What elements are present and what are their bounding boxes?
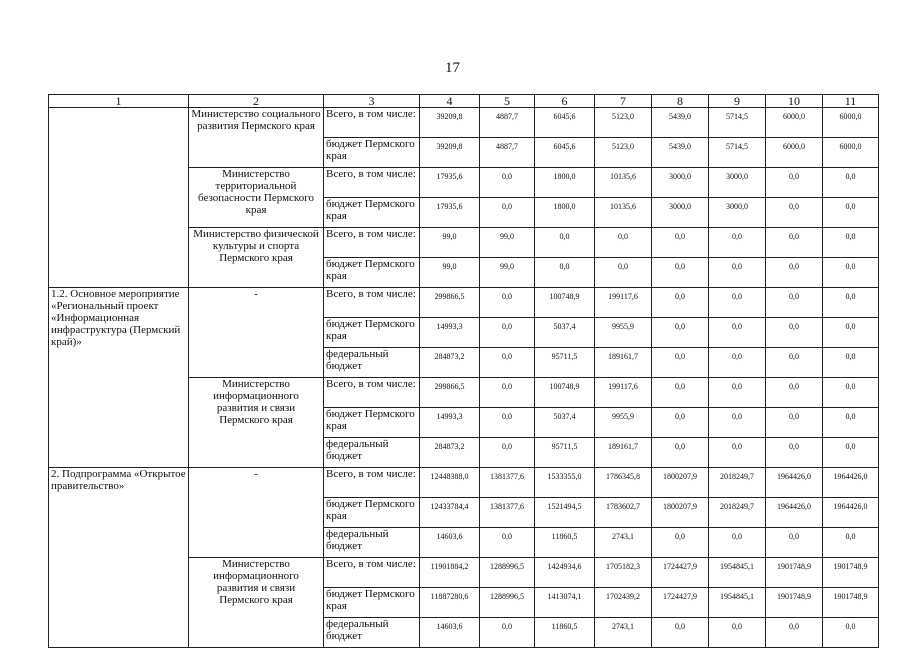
amount-cell: 0,0	[823, 528, 879, 558]
amount-cell: 0,0	[595, 258, 652, 288]
amount-cell: 0,0	[766, 228, 823, 258]
funding-source-cell: Всего, в том числе:	[324, 108, 420, 138]
amount-cell: 0,0	[766, 408, 823, 438]
amount-cell: 4887,7	[480, 108, 535, 138]
amount-cell: 0,0	[709, 228, 766, 258]
amount-cell: 0,0	[823, 408, 879, 438]
executor-cell: Министерство информационного развития и связи Пермского края	[189, 558, 324, 648]
amount-cell: 1705182,3	[595, 558, 652, 588]
amount-cell: 11887280,6	[420, 588, 480, 618]
amount-cell: 1724427,9	[652, 558, 709, 588]
header-cell: 5	[480, 95, 535, 108]
amount-cell: 0,0	[766, 618, 823, 648]
table-row	[49, 288, 879, 318]
amount-cell: 6045,6	[535, 138, 595, 168]
funding-source-cell: бюджет Пермского края	[324, 258, 420, 288]
funding-source-cell: федеральный бюджет	[324, 618, 420, 648]
amount-cell: 11860,5	[535, 618, 595, 648]
amount-cell: 0,0	[480, 438, 535, 468]
amount-cell: 0,0	[766, 258, 823, 288]
amount-cell: 3000,0	[652, 198, 709, 228]
amount-cell: 1533355,0	[535, 468, 595, 498]
amount-cell: 0,0	[766, 528, 823, 558]
funding-source-cell: Всего, в том числе:	[324, 288, 420, 318]
amount-cell: 1954845,1	[709, 558, 766, 588]
amount-cell: 0,0	[652, 318, 709, 348]
amount-cell: 0,0	[652, 258, 709, 288]
amount-cell: 0,0	[709, 378, 766, 408]
amount-cell: 3000,0	[652, 168, 709, 198]
amount-cell: 17935,6	[420, 198, 480, 228]
amount-cell: 1800207,9	[652, 498, 709, 528]
funding-source-cell: Всего, в том числе:	[324, 468, 420, 498]
header-row	[49, 95, 879, 108]
amount-cell: 0,0	[823, 318, 879, 348]
amount-cell: 0,0	[823, 438, 879, 468]
funding-source-cell: Всего, в том числе:	[324, 558, 420, 588]
amount-cell: 0,0	[709, 438, 766, 468]
funding-source-cell: Всего, в том числе:	[324, 168, 420, 198]
amount-cell: 10135,6	[595, 168, 652, 198]
amount-cell: 1783602,7	[595, 498, 652, 528]
amount-cell: 0,0	[535, 228, 595, 258]
page-number: 17	[445, 60, 460, 76]
header-cell: 2	[189, 95, 324, 108]
amount-cell: 12448388,0	[420, 468, 480, 498]
amount-cell: 0,0	[595, 228, 652, 258]
program-title-cell	[49, 108, 189, 288]
program-title-cell: 2. Подпрограмма «Открытое правительство»	[49, 468, 189, 648]
amount-cell: 1381377,6	[480, 498, 535, 528]
amount-cell: 9955,9	[595, 408, 652, 438]
amount-cell: 6000,0	[766, 108, 823, 138]
funding-source-cell: бюджет Пермского края	[324, 588, 420, 618]
amount-cell: 0,0	[823, 288, 879, 318]
amount-cell: 0,0	[480, 318, 535, 348]
amount-cell: 0,0	[480, 348, 535, 378]
amount-cell: 0,0	[823, 378, 879, 408]
amount-cell: 1424934,6	[535, 558, 595, 588]
amount-cell: 1964426,0	[823, 468, 879, 498]
amount-cell: 0,0	[709, 618, 766, 648]
amount-cell: 1901748,9	[766, 558, 823, 588]
funding-source-cell: бюджет Пермского края	[324, 138, 420, 168]
amount-cell: 1964426,0	[766, 468, 823, 498]
amount-cell: 5714,5	[709, 138, 766, 168]
amount-cell: 0,0	[766, 378, 823, 408]
amount-cell: 6045,6	[535, 108, 595, 138]
amount-cell: 10135,6	[595, 198, 652, 228]
amount-cell: 0,0	[766, 198, 823, 228]
amount-cell: 0,0	[652, 378, 709, 408]
amount-cell: 299866,5	[420, 378, 480, 408]
amount-cell: 0,0	[709, 528, 766, 558]
amount-cell: 4887,7	[480, 138, 535, 168]
amount-cell: 5037,4	[535, 408, 595, 438]
amount-cell: 0,0	[652, 528, 709, 558]
amount-cell: 2743,1	[595, 618, 652, 648]
amount-cell: 299866,5	[420, 288, 480, 318]
amount-cell: 39209,8	[420, 108, 480, 138]
amount-cell: 0,0	[823, 618, 879, 648]
amount-cell: 0,0	[480, 288, 535, 318]
amount-cell: 95711,5	[535, 438, 595, 468]
header-cell: 6	[535, 95, 595, 108]
amount-cell: 1901748,9	[766, 588, 823, 618]
amount-cell: 100748,9	[535, 288, 595, 318]
amount-cell: 0,0	[766, 168, 823, 198]
amount-cell: 1901748,9	[823, 558, 879, 588]
amount-cell: 99,0	[420, 228, 480, 258]
amount-cell: 0,0	[709, 348, 766, 378]
amount-cell: 0,0	[480, 198, 535, 228]
amount-cell: 14993,3	[420, 408, 480, 438]
amount-cell: 1288996,5	[480, 558, 535, 588]
amount-cell: 1964426,0	[766, 498, 823, 528]
amount-cell: 95711,5	[535, 348, 595, 378]
amount-cell: 0,0	[480, 618, 535, 648]
amount-cell: 5037,4	[535, 318, 595, 348]
amount-cell: 14993,3	[420, 318, 480, 348]
amount-cell: 0,0	[709, 288, 766, 318]
header-cell: 8	[652, 95, 709, 108]
amount-cell: 0,0	[823, 198, 879, 228]
amount-cell: 2018249,7	[709, 468, 766, 498]
amount-cell: 100748,9	[535, 378, 595, 408]
amount-cell: 0,0	[823, 258, 879, 288]
amount-cell: 12433784,4	[420, 498, 480, 528]
amount-cell: 1702439,2	[595, 588, 652, 618]
header-cell: 1	[49, 95, 189, 108]
amount-cell: 0,0	[535, 258, 595, 288]
amount-cell: 0,0	[823, 348, 879, 378]
executor-cell: -	[189, 468, 324, 558]
funding-source-cell: бюджет Пермского края	[324, 408, 420, 438]
amount-cell: 199117,6	[595, 288, 652, 318]
funding-source-cell: федеральный бюджет	[324, 438, 420, 468]
amount-cell: 6000,0	[823, 108, 879, 138]
amount-cell: 0,0	[652, 228, 709, 258]
header-cell: 3	[324, 95, 420, 108]
amount-cell: 1800,0	[535, 168, 595, 198]
header-cell: 11	[823, 95, 879, 108]
funding-source-cell: федеральный бюджет	[324, 528, 420, 558]
amount-cell: 284873,2	[420, 438, 480, 468]
funding-source-cell: бюджет Пермского края	[324, 198, 420, 228]
amount-cell: 0,0	[652, 618, 709, 648]
amount-cell: 199117,6	[595, 378, 652, 408]
header-cell: 9	[709, 95, 766, 108]
budget-table	[48, 94, 879, 648]
amount-cell: 0,0	[652, 288, 709, 318]
amount-cell: 189161,7	[595, 348, 652, 378]
funding-source-cell: федеральный бюджет	[324, 348, 420, 378]
funding-source-cell: бюджет Пермского края	[324, 318, 420, 348]
funding-source-cell: Всего, в том числе:	[324, 378, 420, 408]
amount-cell: 284873,2	[420, 348, 480, 378]
table-row	[49, 468, 879, 498]
amount-cell: 0,0	[480, 378, 535, 408]
amount-cell: 189161,7	[595, 438, 652, 468]
funding-source-cell: Всего, в том числе:	[324, 228, 420, 258]
amount-cell: 0,0	[709, 258, 766, 288]
amount-cell: 0,0	[823, 168, 879, 198]
program-title-cell: 1.2. Основное мероприятие «Региональный проект «Информационная инфраструктура (Пермский край)»	[49, 288, 189, 468]
executor-cell: Министерство физической культуры и спорта Пермского края	[189, 228, 324, 288]
amount-cell: 0,0	[480, 528, 535, 558]
amount-cell: 2743,1	[595, 528, 652, 558]
amount-cell: 0,0	[480, 408, 535, 438]
amount-cell: 5714,5	[709, 108, 766, 138]
amount-cell: 0,0	[709, 318, 766, 348]
amount-cell: 99,0	[420, 258, 480, 288]
header-cell: 7	[595, 95, 652, 108]
header-cell: 10	[766, 95, 823, 108]
amount-cell: 1521494,5	[535, 498, 595, 528]
amount-cell: 0,0	[766, 438, 823, 468]
amount-cell: 0,0	[709, 408, 766, 438]
funding-source-cell: бюджет Пермского края	[324, 498, 420, 528]
amount-cell: 17935,6	[420, 168, 480, 198]
amount-cell: 5123,0	[595, 138, 652, 168]
table-row	[49, 108, 879, 138]
executor-cell: Министерство социального развития Пермского края	[189, 108, 324, 168]
amount-cell: 5439,0	[652, 108, 709, 138]
amount-cell: 0,0	[766, 318, 823, 348]
amount-cell: 0,0	[766, 348, 823, 378]
amount-cell: 99,0	[480, 258, 535, 288]
amount-cell: 2018249,7	[709, 498, 766, 528]
amount-cell: 9955,9	[595, 318, 652, 348]
amount-cell: 39209,8	[420, 138, 480, 168]
amount-cell: 0,0	[652, 438, 709, 468]
amount-cell: 1800,0	[535, 198, 595, 228]
table-body	[49, 95, 879, 648]
amount-cell: 99,0	[480, 228, 535, 258]
amount-cell: 0,0	[652, 408, 709, 438]
executor-cell: Министерство территориальной безопасности Пермского края	[189, 168, 324, 228]
amount-cell: 1964426,0	[823, 498, 879, 528]
executor-cell: Министерство информационного развития и связи Пермского края	[189, 378, 324, 468]
amount-cell: 1413074,1	[535, 588, 595, 618]
amount-cell: 1954845,1	[709, 588, 766, 618]
amount-cell: 11901884,2	[420, 558, 480, 588]
amount-cell: 14603,6	[420, 618, 480, 648]
amount-cell: 6000,0	[766, 138, 823, 168]
amount-cell: 0,0	[823, 228, 879, 258]
amount-cell: 0,0	[766, 288, 823, 318]
amount-cell: 1381377,6	[480, 468, 535, 498]
amount-cell: 11860,5	[535, 528, 595, 558]
amount-cell: 0,0	[652, 348, 709, 378]
amount-cell: 1724427,9	[652, 588, 709, 618]
amount-cell: 1288996,5	[480, 588, 535, 618]
amount-cell: 5123,0	[595, 108, 652, 138]
amount-cell: 1786345,8	[595, 468, 652, 498]
amount-cell: 3000,0	[709, 168, 766, 198]
amount-cell: 1800207,9	[652, 468, 709, 498]
executor-cell: -	[189, 288, 324, 378]
header-cell: 4	[420, 95, 480, 108]
amount-cell: 0,0	[480, 168, 535, 198]
amount-cell: 14603,6	[420, 528, 480, 558]
amount-cell: 5439,0	[652, 138, 709, 168]
amount-cell: 1901748,9	[823, 588, 879, 618]
amount-cell: 3000,0	[709, 198, 766, 228]
amount-cell: 6000,0	[823, 138, 879, 168]
